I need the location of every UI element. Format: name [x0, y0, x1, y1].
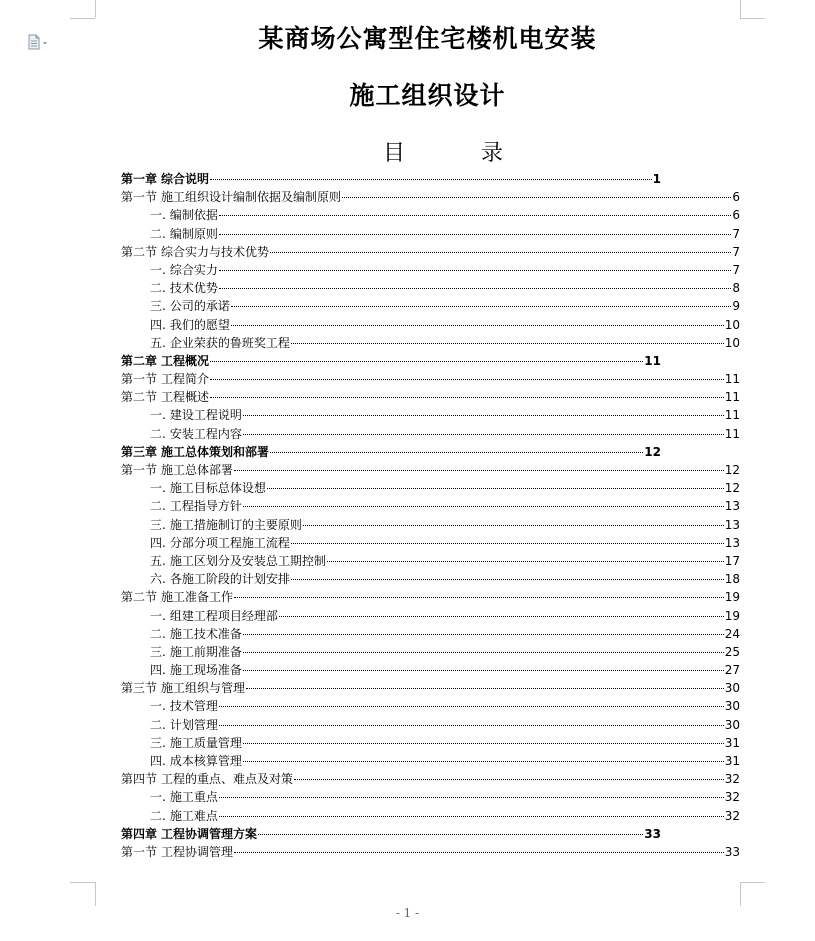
toc-dot-leader: [231, 306, 732, 307]
toc-entry-number: 三.: [150, 735, 166, 750]
toc-dot-leader: [219, 288, 732, 289]
toc-entry-page: 9: [732, 299, 740, 314]
toc-entry-label: [121, 643, 242, 661]
toc-entry-text: 建设工程说明: [169, 408, 242, 423]
toc-entry-section[interactable]: [121, 770, 740, 788]
toc-entry-text: 工程简介: [161, 372, 210, 387]
toc-entry-page: 30: [724, 717, 740, 732]
toc-heading-char: 目: [383, 141, 406, 166]
toc-dot-leader: [243, 652, 724, 653]
toc-dot-leader: [291, 343, 724, 344]
toc-entry-text: 工程概况: [161, 353, 210, 368]
toc-entry-number: 第二章: [121, 353, 158, 368]
crop-mark: [740, 882, 741, 906]
toc-entry-item[interactable]: [121, 716, 740, 734]
toc-entry-page: 1: [652, 172, 661, 186]
toc-entry-number: 六.: [150, 572, 166, 587]
toc-entry-text: 工程指导方针: [169, 499, 242, 514]
toc-entry-label: [121, 788, 218, 806]
toc-entry-chapter[interactable]: [121, 443, 661, 461]
toc-dot-leader: [210, 361, 643, 362]
toc-entry-text: 工程协调管理方案: [161, 826, 258, 841]
toc-entry-item[interactable]: [121, 406, 740, 424]
toc-entry-text: 公司的承诺: [169, 299, 230, 314]
toc-entry-label: [121, 843, 233, 861]
toc-entry-page: 8: [732, 281, 740, 296]
toc-entry-text: 施工组织与管理: [161, 681, 246, 696]
toc-entry-text: 我们的愿望: [169, 317, 230, 332]
toc-entry-text: 施工难点: [169, 808, 218, 823]
toc-dot-leader: [279, 616, 724, 617]
toc-entry-text: 施工前期准备: [169, 644, 242, 659]
toc-entry-text: 施工质量管理: [169, 735, 242, 750]
toc-entry-page: 33: [644, 826, 661, 841]
toc-entry-text: 施工现场准备: [169, 663, 242, 678]
toc-entry-page: 25: [724, 644, 740, 659]
toc-entry-number: 第二节: [121, 244, 158, 259]
toc-dot-leader: [219, 234, 732, 235]
toc-entry-page: 30: [724, 699, 740, 714]
toc-entry-number: 二.: [150, 226, 166, 241]
toc-entry-item[interactable]: [121, 734, 740, 752]
toc-entry-page: 12: [724, 481, 740, 496]
toc-entry-item[interactable]: [121, 625, 740, 643]
toc-entry-text: 施工总体策划和部署: [161, 444, 270, 459]
toc-dot-leader: [327, 561, 724, 562]
toc-entry-text: 施工准备工作: [161, 590, 234, 605]
toc-entry-number: 三.: [150, 299, 166, 314]
toc-dot-leader: [270, 452, 643, 453]
toc-entry-label: [121, 697, 218, 715]
document-title: 某商场公寓型住宅楼机电安装: [258, 24, 597, 53]
toc-dot-leader: [303, 525, 724, 526]
toc-entry-item[interactable]: [121, 334, 740, 352]
toc-entry-item[interactable]: [121, 261, 740, 279]
toc-entry-label: [121, 334, 290, 352]
toc-entry-label: [121, 243, 269, 261]
crop-mark: [740, 882, 765, 883]
toc-dot-leader: [243, 506, 724, 507]
toc-entry-text: 施工组织设计编制依据及编制原则: [161, 190, 342, 205]
toc-entry-section[interactable]: [121, 370, 740, 388]
toc-entry-page: 7: [732, 262, 740, 277]
toc-entry-label: [121, 716, 218, 734]
toc-dot-leader: [219, 706, 724, 707]
toc-entry-text: 综合实力与技术优势: [161, 244, 270, 259]
toc-dot-leader: [210, 379, 724, 380]
toc-dot-leader: [243, 670, 724, 671]
toc-dot-leader: [234, 597, 724, 598]
toc-heading-char: 录: [480, 141, 503, 166]
toc-dot-leader: [294, 779, 724, 780]
toc-entry-number: 第三节: [121, 681, 158, 696]
toc-entry-page: 11: [724, 426, 740, 441]
toc-entry-page: 17: [724, 553, 740, 568]
toc-entry-item[interactable]: [121, 225, 740, 243]
toc-entry-page: 7: [732, 244, 740, 259]
toc-entry-number: 一.: [150, 262, 166, 277]
toc-entry-text: 计划管理: [169, 717, 218, 732]
toc-entry-text: 工程概述: [161, 390, 210, 405]
toc-entry-page: 10: [724, 335, 740, 350]
toc-entry-page: 13: [724, 535, 740, 550]
toc-entry-page: 6: [732, 208, 740, 223]
toc-entry-text: 施工技术准备: [169, 626, 242, 641]
toc-entry-page: 12: [724, 463, 740, 477]
toc-entry-label: [121, 170, 209, 188]
crop-mark: [95, 882, 96, 906]
toc-entry-text: 编制原则: [169, 226, 218, 241]
toc-entry-item[interactable]: [121, 697, 740, 715]
toc-entry-text: 施工目标总体设想: [169, 481, 266, 496]
toc-entry-label: [121, 225, 218, 243]
toc-entry-page: 19: [724, 590, 740, 605]
toc-entry-page: 30: [724, 681, 740, 696]
toc-entry-number: 一.: [150, 608, 166, 623]
toc-entry-number: 一.: [150, 481, 166, 496]
toc-entry-item[interactable]: [121, 552, 740, 570]
toc-entry-label: [121, 770, 293, 788]
toc-entry-label: [121, 479, 266, 497]
toc-entry-label: [121, 279, 218, 297]
toc-entry-item[interactable]: [121, 570, 740, 588]
toc-entry-text: 综合说明: [161, 172, 210, 186]
toc-entry-section[interactable]: [121, 188, 740, 206]
toc-entry-page: 13: [724, 517, 740, 532]
toc-entry-number: 五.: [150, 335, 166, 350]
toc-dot-leader: [219, 215, 732, 216]
toc-entry-number: 四.: [150, 317, 166, 332]
toc-entry-number: 第一节: [121, 190, 158, 205]
toc-dot-leader: [270, 252, 731, 253]
toc-entry-number: 第二节: [121, 590, 158, 605]
toc-entry-number: 第四章: [121, 826, 158, 841]
toc-entry-item[interactable]: [121, 534, 740, 552]
toc-dot-leader: [291, 579, 724, 580]
toc-entry-label: [121, 443, 269, 461]
toc-entry-section[interactable]: [121, 461, 740, 479]
toc-entry-label: [121, 734, 242, 752]
toc-entry-label: [121, 497, 242, 515]
toc-entry-number: 第一章: [121, 172, 158, 186]
toc-dot-leader: [291, 543, 724, 544]
toc-dot-leader: [234, 852, 724, 853]
toc-entry-label: [121, 625, 242, 643]
toc-entry-number: 五.: [150, 553, 166, 568]
toc-dot-leader: [219, 816, 724, 817]
toc-entry-text: 安装工程内容: [169, 426, 242, 441]
toc-entry-text: 施工措施制订的主要原则: [169, 517, 302, 532]
toc-entry-number: 二.: [150, 626, 166, 641]
toc-entry-chapter[interactable]: [121, 170, 661, 188]
toc-dot-leader: [231, 325, 724, 326]
toc-dot-leader: [246, 688, 724, 689]
toc-entry-item[interactable]: [121, 316, 740, 334]
toc-entry-text: 编制依据: [169, 208, 218, 223]
toc-entry-number: 四.: [150, 535, 166, 550]
toc-entry-text: 企业荣获的鲁班奖工程: [169, 335, 290, 350]
toc-entry-number: 第一节: [121, 372, 158, 387]
table-of-contents: [121, 170, 741, 861]
toc-entry-page: 7: [732, 226, 740, 241]
toc-entry-number: 二.: [150, 426, 166, 441]
toc-entry-text: 成本核算管理: [169, 754, 242, 768]
toc-dot-leader: [258, 834, 643, 835]
toc-dot-leader: [243, 415, 724, 416]
toc-entry-number: 一.: [150, 790, 166, 805]
toc-entry-page: 32: [724, 808, 740, 823]
toc-entry-page: 12: [644, 444, 661, 459]
toc-entry-label: [121, 588, 233, 606]
crop-mark: [70, 882, 95, 883]
toc-entry-number: 三.: [150, 644, 166, 659]
crop-mark: [95, 0, 96, 18]
toc-entry-label: [121, 661, 242, 679]
toc-entry-item[interactable]: [121, 206, 740, 224]
toc-entry-section[interactable]: [121, 679, 740, 697]
toc-entry-number: 第一节: [121, 844, 158, 859]
toc-entry-item[interactable]: [121, 752, 740, 770]
toc-entry-number: 一.: [150, 208, 166, 223]
toc-entry-page: 32: [724, 772, 740, 787]
toc-entry-text: 工程协调管理: [161, 844, 234, 859]
toc-entry-page: 6: [732, 190, 740, 205]
toc-entry-label: [121, 534, 290, 552]
toc-entry-label: [121, 206, 218, 224]
toc-entry-label: [121, 406, 242, 424]
toc-entry-item[interactable]: [121, 807, 740, 825]
toc-entry-text: 技术管理: [169, 699, 218, 714]
toc-entry-page: 24: [724, 626, 740, 641]
toc-dot-leader: [219, 725, 724, 726]
toc-dot-leader: [342, 197, 731, 198]
toc-dot-leader: [243, 743, 724, 744]
toc-entry-item[interactable]: [121, 607, 740, 625]
toc-entry-text: 组建工程项目经理部: [169, 608, 278, 623]
toc-entry-label: [121, 316, 230, 334]
toc-entry-label: [121, 370, 209, 388]
toc-dot-leader: [243, 761, 724, 762]
toc-entry-chapter[interactable]: [121, 825, 661, 843]
toc-dot-leader: [219, 797, 724, 798]
toc-entry-number: 第四节: [121, 772, 158, 787]
toc-entry-page: 13: [724, 499, 740, 514]
toc-entry-section[interactable]: [121, 243, 740, 261]
toc-dot-leader: [267, 488, 724, 489]
toc-entry-page: 11: [724, 372, 740, 387]
toc-entry-chapter[interactable]: [121, 352, 661, 370]
toc-entry-page: 31: [724, 754, 740, 768]
toc-entry-text: 施工总体部署: [161, 463, 234, 477]
toc-entry-number: 四.: [150, 754, 166, 768]
toc-entry-label: [121, 552, 326, 570]
toc-dot-leader: [234, 470, 724, 471]
toc-entry-text: 技术优势: [169, 281, 218, 296]
toc-entry-section[interactable]: [121, 588, 740, 606]
toc-entry-item[interactable]: [121, 479, 740, 497]
toc-entry-label: [121, 388, 209, 406]
toc-entry-label: [121, 352, 209, 370]
page-number: - 1 -: [395, 906, 420, 920]
toc-entry-item[interactable]: [121, 788, 740, 806]
toc-entry-item[interactable]: [121, 425, 740, 443]
toc-entry-label: [121, 297, 230, 315]
toc-entry-number: 第一节: [121, 463, 158, 477]
toc-entry-label: [121, 825, 257, 843]
toc-entry-text: 综合实力: [169, 262, 218, 277]
toc-entry-page: 33: [724, 844, 740, 859]
toc-entry-number: 四.: [150, 663, 166, 678]
toc-entry-number: 三.: [150, 517, 166, 532]
toc-entry-text: 施工区划分及安装总工期控制: [169, 553, 326, 568]
toc-entry-text: 分部分项工程施工流程: [169, 535, 290, 550]
toc-entry-item[interactable]: [121, 279, 740, 297]
toc-entry-page: 31: [724, 735, 740, 750]
toc-entry-label: [121, 261, 218, 279]
toc-dot-leader: [219, 270, 732, 271]
toc-entry-page: 11: [724, 408, 740, 423]
toc-entry-label: [121, 461, 233, 479]
toc-entry-page: 19: [724, 608, 740, 623]
crop-mark: [740, 0, 741, 18]
toc-entry-item[interactable]: [121, 661, 740, 679]
toc-entry-number: 二.: [150, 281, 166, 296]
toc-entry-label: [121, 188, 341, 206]
toc-entry-text: 各施工阶段的计划安排: [169, 572, 290, 587]
toc-entry-number: 二.: [150, 717, 166, 732]
toc-entry-number: 二.: [150, 808, 166, 823]
toc-entry-label: [121, 570, 290, 588]
toc-entry-number: 第二节: [121, 390, 158, 405]
toc-entry-label: [121, 425, 242, 443]
toc-entry-number: 一.: [150, 699, 166, 714]
toc-dot-leader: [210, 179, 652, 180]
toc-entry-item[interactable]: [121, 643, 740, 661]
toc-entry-page: 32: [724, 790, 740, 805]
toc-entry-text: 工程的重点、难点及对策: [161, 772, 294, 787]
toc-entry-item[interactable]: [121, 297, 740, 315]
toc-heading: [383, 136, 503, 167]
toc-entry-label: [121, 679, 245, 697]
toc-entry-section[interactable]: [121, 388, 740, 406]
toc-entry-item[interactable]: [121, 516, 740, 534]
toc-entry-page: 10: [724, 317, 740, 332]
toc-entry-label: [121, 807, 218, 825]
toc-entry-number: 二.: [150, 499, 166, 514]
toc-entry-page: 11: [724, 390, 740, 405]
toc-entry-page: 18: [724, 572, 740, 587]
toc-dot-leader: [210, 397, 724, 398]
toc-entry-label: [121, 752, 242, 770]
toc-entry-label: [121, 516, 302, 534]
toc-entry-section[interactable]: [121, 843, 740, 861]
toc-entry-number: 一.: [150, 408, 166, 423]
toc-dot-leader: [243, 434, 724, 435]
toc-entry-page: 11: [644, 353, 661, 368]
toc-entry-item[interactable]: [121, 497, 740, 515]
toc-entry-text: 施工重点: [169, 790, 218, 805]
toc-dot-leader: [243, 634, 724, 635]
document-subtitle: 施工组织设计: [349, 81, 506, 110]
toc-entry-page: 27: [724, 663, 740, 678]
toc-entry-number: 第三章: [121, 444, 158, 459]
toc-entry-label: [121, 607, 278, 625]
